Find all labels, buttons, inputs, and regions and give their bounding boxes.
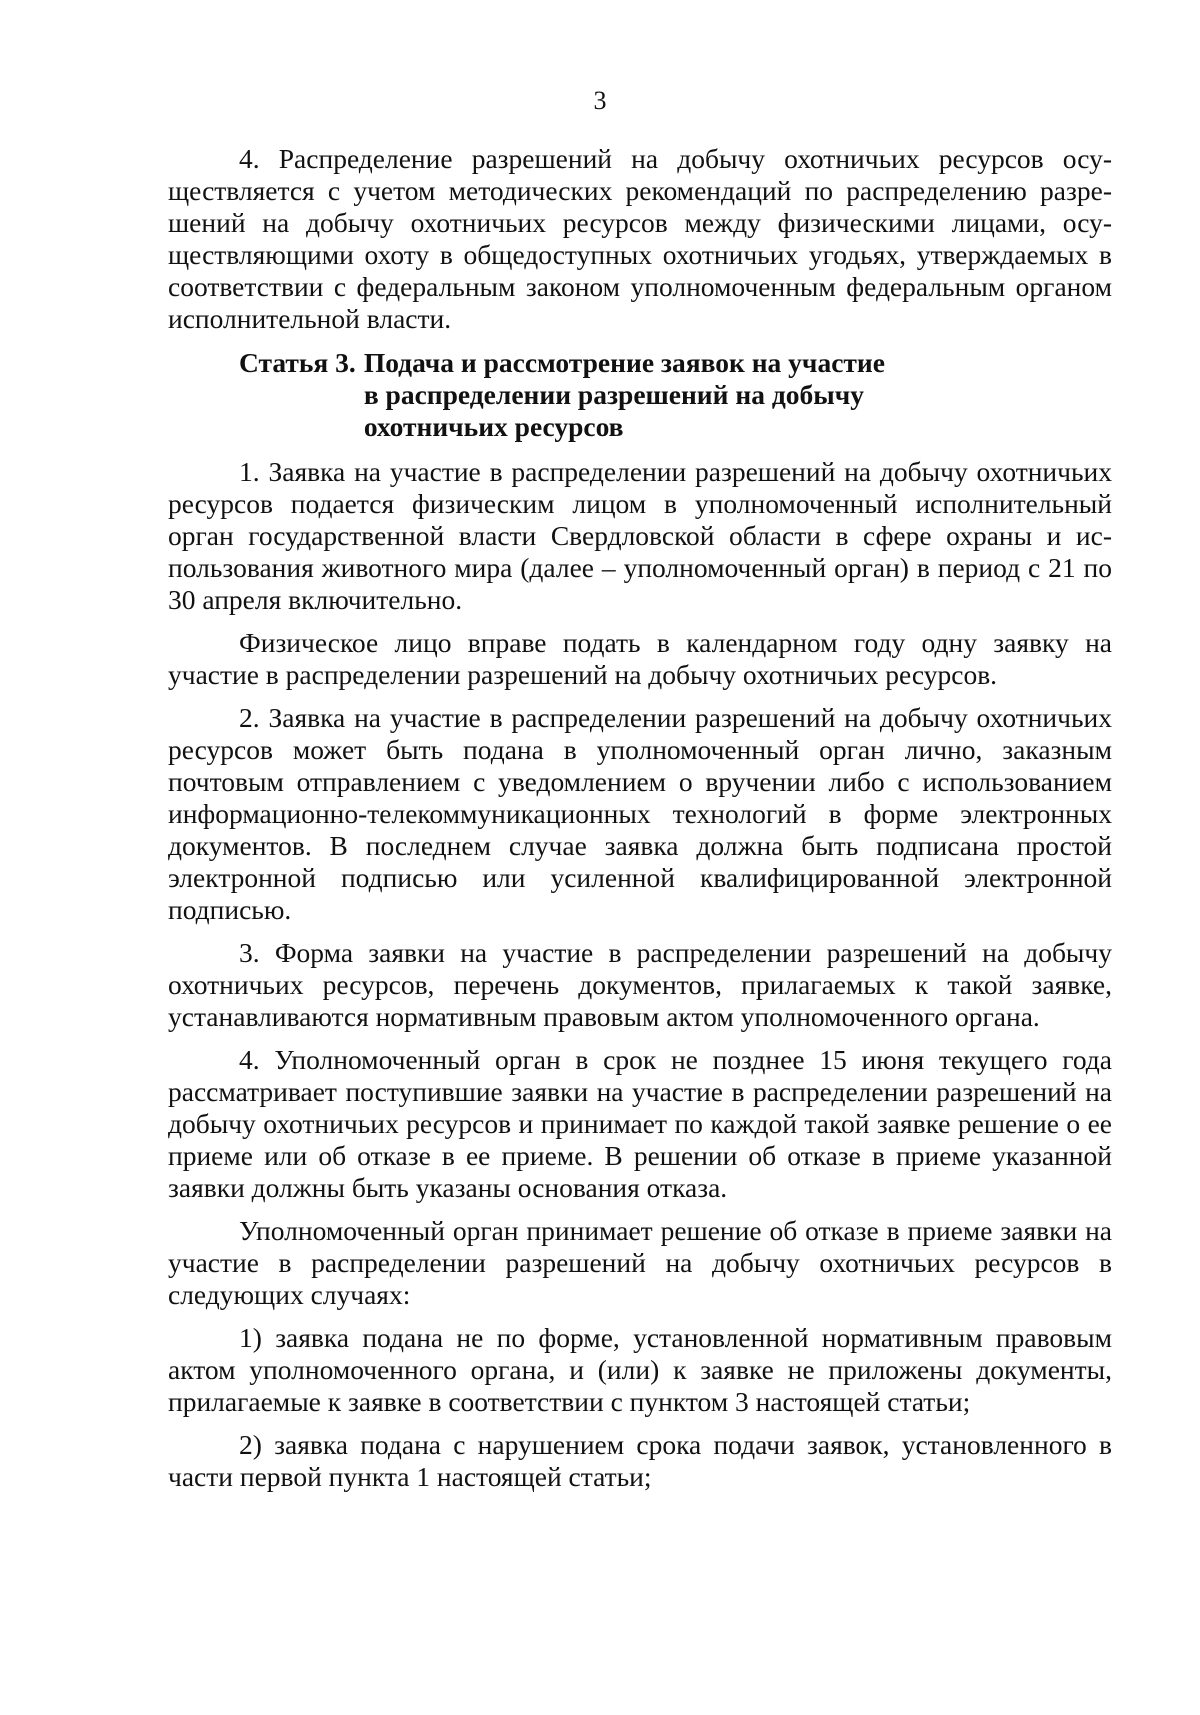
paragraph-3-application-form: 3. Форма заявки на участие в распределении разрешений на добычу охотничьих ресурсов, перечень документов, прилагаемых к такой заявке, устанавливаются нормативным правовым актом уполномоченного органа. — [168, 937, 1112, 1032]
page-number: 3 — [593, 86, 607, 115]
article-title: Подача и рассмотрение заявок на участие в распределении разрешений на добычу охотничьих ресурсов — [363, 347, 885, 442]
document-body — [168, 143, 1112, 1504]
list-item-1-wrong-form: 1) заявка подана не по форме, установленной нормативным правовым актом уполномоченного органа, и (или) к заявке не приложены документы, прилагаемые к заявке в соответствии с пунктом 3 настоящей статьи; — [168, 1322, 1112, 1417]
paragraph-refusal-cases: Уполномоченный орган принимает решение об отказе в приеме заявки на участие в распределении разрешений на добычу охотничьих ресурсов в следующих случаях: — [168, 1215, 1112, 1310]
article-label: Статья 3. — [239, 347, 356, 378]
paragraph-one-application-per-year: Физическое лицо вправе подать в календарном году одну заявку на участие в распределении разрешений на добычу охотничьих ресурсов. — [168, 627, 1112, 690]
article-3-heading — [239, 347, 1112, 443]
paragraph-1-application: 1. Заявка на участие в распределении разрешений на добычу охотничьих ресурсов подается физическим лицом в уполномоченный исполнительный орган государственной власти Свердловской области в сфере охраны и использования животного мира (далее – уполномоченный орган) в период с 21 по 30 апреля включительно. — [168, 456, 1112, 615]
paragraph-4-review: 4. Уполномоченный орган в срок не позднее 15 июня текущего года рассматривает поступившие заявки на участие в распределении разрешений на добычу охотничьих ресурсов и принимает по каждой такой заявке решение о ее приеме или об отказе в ее приеме. В решении об отказе в приеме указанной заявки должны быть указаны основания отказа. — [168, 1044, 1112, 1203]
paragraph-4-distribution: 4. Распределение разрешений на добычу охотничьих ресурсов осуществляется с учетом методических рекомендаций по распределению разрешений на добычу охотничьих ресурсов между физическими лицами, осуществляющими охоту в общедоступных охотничьих угодьях, утверждаемых в соответствии с федеральным законом уполномоченным федеральным органом исполнительной власти. — [168, 143, 1112, 334]
paragraph-2-submission-methods: 2. Заявка на участие в распределении разрешений на добычу охотничьих ресурсов может быть подана в уполномоченный орган лично, заказным почтовым отправлением с уведомлением о вручении либо с использованием информационно-телекоммуникационных технологий в форме электронных документов. В последнем случае заявка должна быть подписана простой электронной подписью или усиленной квалифицированной электронной подписью. — [168, 702, 1112, 925]
list-item-2-late-submission: 2) заявка подана с нарушением срока подачи заявок, установленного в части первой пункта 1 настоящей статьи; — [168, 1429, 1112, 1492]
